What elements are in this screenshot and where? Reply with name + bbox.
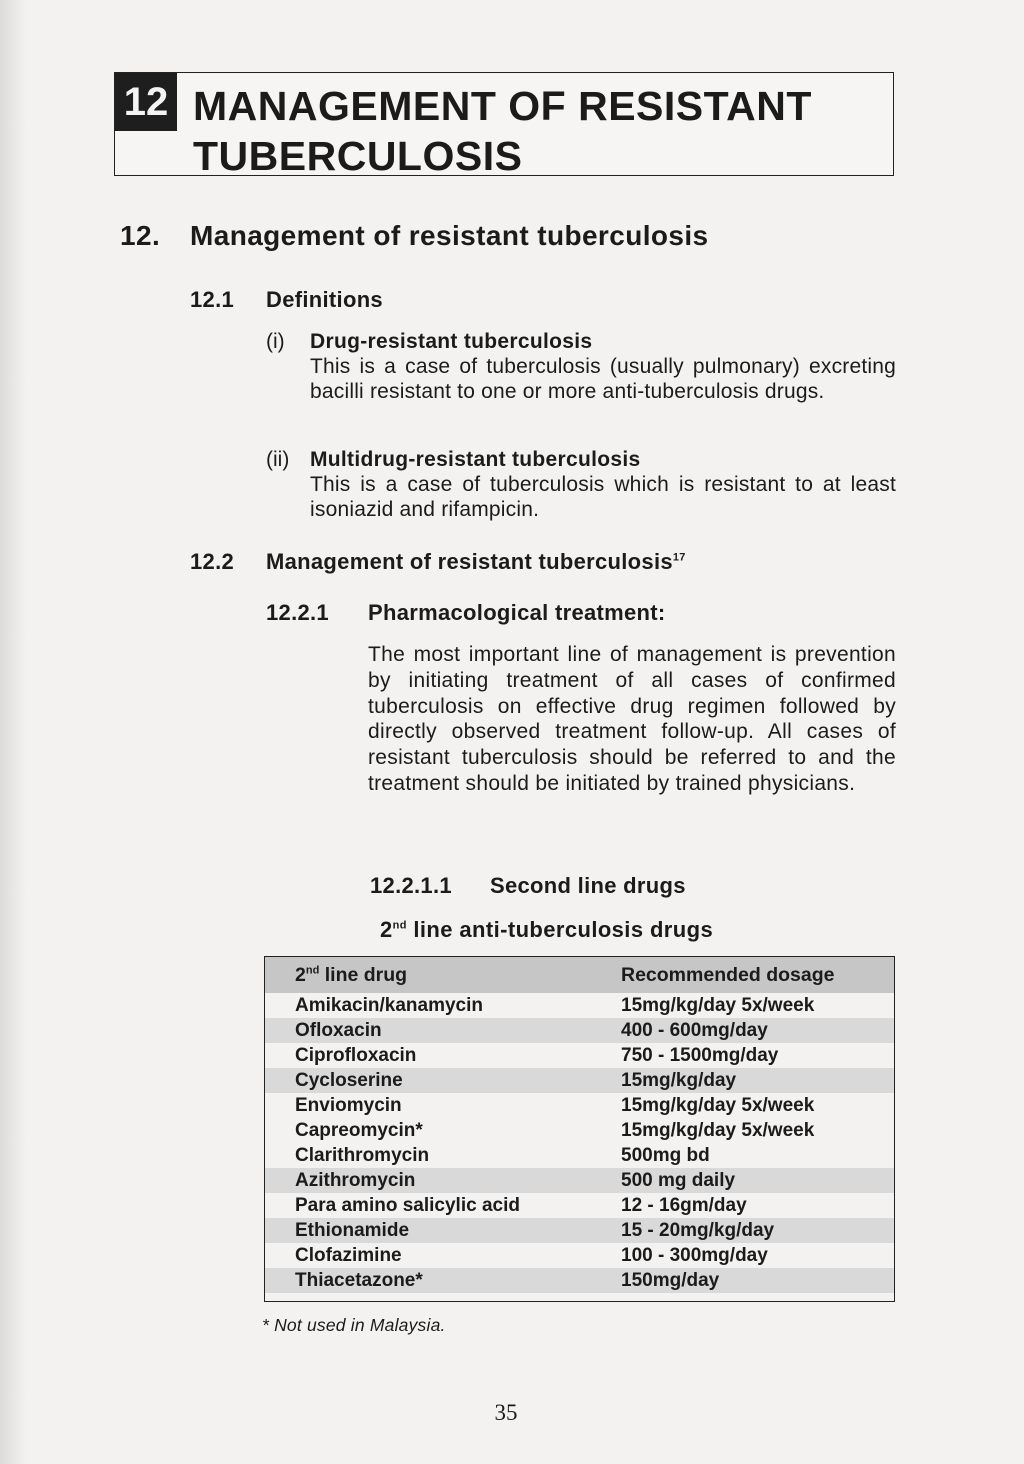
definition-roman: (ii) (266, 448, 290, 471)
drug-cell: Clarithromycin (295, 1144, 430, 1166)
table-title-prefix: 2 (380, 917, 393, 942)
management-heading (190, 549, 686, 575)
dosage-cell: 15mg/kg/day 5x/week (621, 1119, 815, 1141)
section-title: Management of resistant tuberculosis (190, 220, 709, 251)
chapter-title-line1: MANAGEMENT OF RESISTANT (193, 83, 812, 129)
table-row (265, 1218, 894, 1243)
drug-cell: Para amino salicylic acid (295, 1194, 520, 1216)
table-footnote: * Not used in Malaysia. (262, 1315, 446, 1335)
header-dosage: Recommended dosage (621, 963, 835, 986)
drug-cell: Ciprofloxacin (295, 1044, 417, 1066)
drug-cell: Ofloxacin (295, 1019, 382, 1041)
header-drug-prefix: 2 (295, 963, 306, 986)
drug-cell: Ethionamide (295, 1219, 410, 1241)
section-heading (120, 220, 709, 252)
definition-term: Multidrug-resistant tuberculosis (310, 448, 641, 471)
drug-cell: Clofazimine (295, 1244, 402, 1266)
drug-cell: Enviomycin (295, 1094, 402, 1116)
drug-table (264, 956, 895, 1302)
dosage-cell: 400 - 600mg/day (621, 1019, 768, 1041)
chapter-header (114, 72, 894, 179)
dosage-cell: 150mg/day (621, 1269, 720, 1291)
dosage-cell: 12 - 16gm/day (621, 1194, 747, 1216)
dosage-cell: 15mg/kg/day 5x/week (621, 994, 815, 1016)
drug-cell: Amikacin/kanamycin (295, 994, 483, 1016)
drug-cell: Thiacetazone* (295, 1269, 423, 1291)
dosage-cell: 15 - 20mg/kg/day (621, 1219, 775, 1241)
page-edge-shadow (0, 0, 26, 1464)
second-line-title: Second line drugs (490, 873, 686, 898)
dosage-cell: 500mg bd (621, 1144, 710, 1166)
chapter-title-line2: TUBERCULOSIS (193, 133, 523, 179)
table-header-row (265, 957, 894, 993)
table-row (265, 1268, 894, 1293)
chapter-title (193, 81, 812, 181)
management-title: Management of resistant tuberculosis (266, 549, 673, 574)
table-row (265, 1068, 894, 1093)
definitions-number: 12.1 (190, 287, 235, 312)
drug-cell: Cycloserine (295, 1069, 403, 1091)
page-number: 35 (494, 1400, 518, 1425)
definitions-title: Definitions (266, 287, 383, 312)
dosage-cell: 500 mg daily (621, 1169, 736, 1191)
definition-item (266, 447, 896, 522)
header-drug (265, 964, 591, 987)
table-row (265, 1243, 894, 1268)
dosage-cell: 750 - 1500mg/day (621, 1044, 779, 1066)
table-title-sup: nd (392, 919, 407, 932)
definition-text: This is a case of tuberculosis which is resistant to at least isoniazid and rifampicin. (310, 473, 896, 521)
definition-text: This is a case of tuberculosis (usually pulmonary) excreting bacilli resistant to one or more anti-tuberculosis drugs. (310, 355, 896, 403)
table-row (265, 1118, 894, 1143)
definition-item (266, 329, 896, 404)
table-row (265, 1018, 894, 1043)
table-row (265, 1143, 894, 1168)
dosage-cell: 15mg/kg/day (621, 1069, 737, 1091)
section-number: 12. (120, 220, 161, 251)
table-row (265, 993, 894, 1018)
header-drug-sup: nd (305, 964, 320, 976)
dosage-cell: 15mg/kg/day 5x/week (621, 1094, 815, 1116)
header-drug-rest: line drug (319, 963, 408, 986)
drug-cell: Azithromycin (295, 1169, 416, 1191)
table-title (380, 917, 713, 943)
table-row (265, 1093, 894, 1118)
dosage-cell: 100 - 300mg/day (621, 1244, 768, 1266)
management-number: 12.2 (190, 549, 235, 574)
pharmacological-number: 12.2.1 (266, 600, 329, 625)
table-row (265, 1168, 894, 1193)
table-row (265, 1043, 894, 1068)
second-line-heading (370, 873, 686, 899)
reference-superscript: 17 (672, 551, 686, 564)
pharmacological-title: Pharmacological treatment: (368, 600, 666, 625)
definition-roman: (i) (266, 330, 285, 353)
chapter-number-badge: 12 (115, 73, 177, 131)
table-title-rest: line anti-tuberculosis drugs (406, 917, 714, 942)
pharmacological-heading (266, 600, 666, 626)
second-line-number: 12.2.1.1 (370, 873, 452, 898)
drug-cell: Capreomycin* (295, 1119, 423, 1141)
definition-term: Drug-resistant tuberculosis (310, 330, 593, 353)
table-row (265, 1193, 894, 1218)
definitions-heading (190, 287, 383, 313)
pharmacological-paragraph: The most important line of management is prevention by initiating treatment of all cases of confirmed tuberculosis on effective drug regimen followed by directly observed treatment follow-up. All cases of resistant tuberculosis should be referred to and the treatment should be initiated by trained physicians. (368, 643, 896, 795)
